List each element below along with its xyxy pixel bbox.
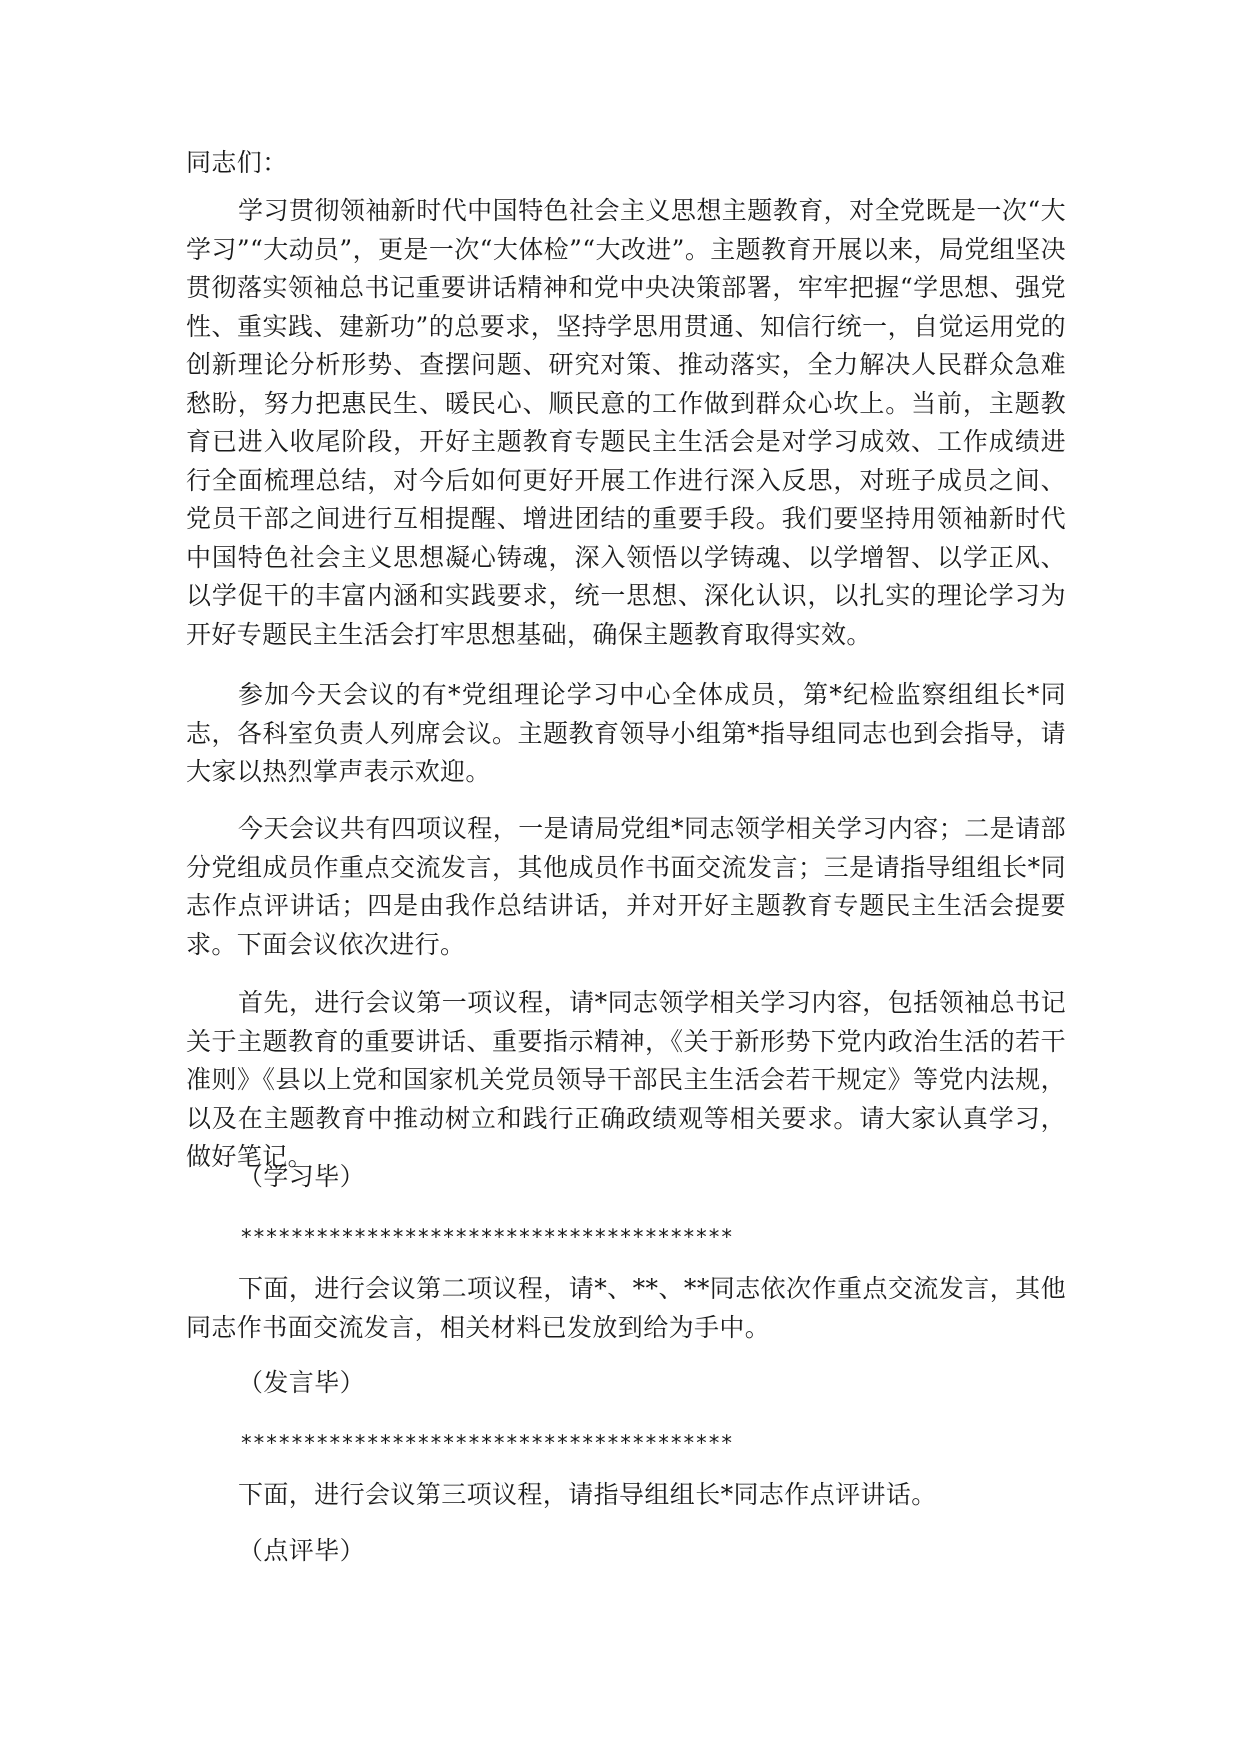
marker-study-finished: （学习毕） xyxy=(238,1162,366,1191)
marker-comment-finished: （点评毕） xyxy=(238,1536,366,1565)
paragraph-item-three: 下面，进行会议第三项议程，请指导组组长*同志作点评讲话。 xyxy=(238,1480,937,1509)
salutation: 同志们： xyxy=(186,148,288,177)
paragraph-attendees: 参加今天会议的有*党组理论学习中心全体成员，第*纪检监察组组长*同志，各科室负责人列席会议。主题教育领导小组第*指导组同志也到会指导，请大家以热烈掌声表示欢迎。 xyxy=(186,680,1066,786)
section-divider: *************************************** xyxy=(240,1225,734,1249)
paragraph-intro: 学习贯彻领袖新时代中国特色社会主义思想主题教育，对全党既是一次“大学习”“大动员”，更是一次“大体检”“大改进”。主题教育开展以来，局党组坚决贯彻落实领袖总书记重要讲话精神和党中央决策部署，牢牢把握“学思想、强党性、重实践、建新功”的总要求，坚持学思用贯通、知信行统一，自觉运用党的创新理论分析形势、查摆问题、研究对策、推动落实，全力解决人民群众急难愁盼，努力把惠民生、暖民心、顺民意的工作做到群众心坎上。当前，主题教育已进入收尾阶段，开好主题教育专题民主生活会是对学习成效、工作成绩进行全面梳理总结，对今后如何更好开展工作进行深入反思，对班子成员之间、党员干部之间进行互相提醒、增进团结的重要手段。我们要坚持用领袖新时代中国特色社会主义思想凝心铸魂，深入领悟以学铸魂、以学增智、以学正风、以学促干的丰富内涵和实践要求，统一思想、深化认识，以扎实的理论学习为开好专题民主生活会打牢思想基础，确保主题教育取得实效。 xyxy=(186,196,1066,649)
paragraph-item-two: 下面，进行会议第二项议程，请*、**、**同志依次作重点交流发言，其他同志作书面交流发言，相关材料已发放到给为手中。 xyxy=(186,1274,1066,1342)
paragraph-agenda: 今天会议共有四项议程，一是请局党组*同志领学相关学习内容；二是请部分党组成员作重点交流发言，其他成员作书面交流发言；三是请指导组组长*同志作点评讲话；四是由我作总结讲话，并对开好主题教育专题民主生活会提要求。下面会议依次进行。 xyxy=(186,814,1066,959)
paragraph-item-one: 首先，进行会议第一项议程，请*同志领学相关学习内容，包括领袖总书记关于主题教育的重要讲话、重要指示精神，《关于新形势下党内政治生活的若干准则》《县以上党和国家机关党员领导干部民主生活会若干规定》等党内法规，以及在主题教育中推动树立和践行正确政绩观等相关要求。请大家认真学习，做好笔记。 xyxy=(186,988,1066,1171)
marker-speech-finished: （发言毕） xyxy=(238,1368,366,1397)
section-divider: *************************************** xyxy=(240,1431,734,1455)
